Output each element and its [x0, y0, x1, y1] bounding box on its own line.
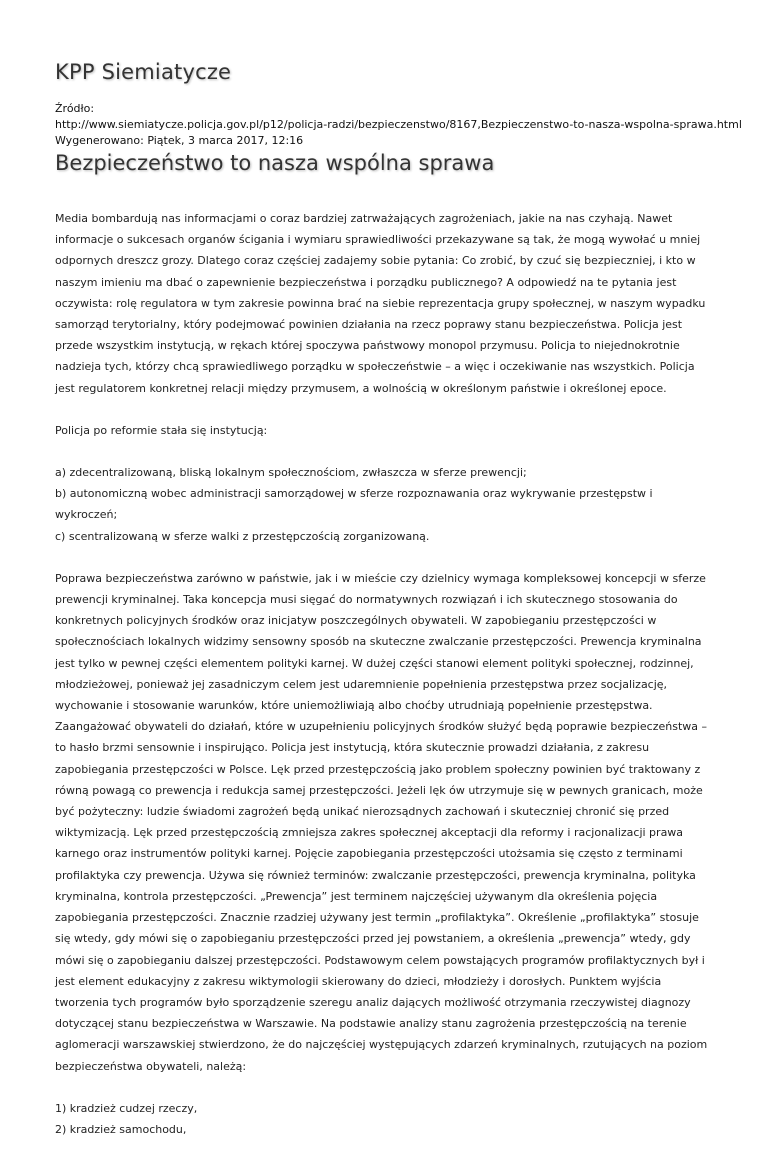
generated-timestamp: Wygenerowano: Piątek, 3 marca 2017, 12:16 [55, 134, 304, 147]
article-paragraph-2: Policja po reformie stała się instytucją: [55, 423, 268, 437]
source-label: Źródło: [55, 102, 95, 115]
reform-list [55, 462, 717, 547]
article-paragraph-3: Poprawa bezpieczeństwa zarówno w państwie, jak i w mieście czy dzielnicy wymaga kompleksowej koncepcji w sferze prewencji kryminalnej. Taka koncepcja musi sięgać do normatywnych rozwiązań i ich skutecznego stosowania do konkretnych policyjnych środków oraz inicjatyw poszczególnych obywateli. W zapobieganiu przestępczości w społecznościach lokalnych widzimy sensowny sposób na skuteczne zwalczanie przestępczości. Prewencja kryminalna jest tylko w pewnej części elementem polityki karnej. W dużej części stanowi element polityki społecznej, rodzinnej, młodzieżowej, ponieważ jej zasadniczym celem jest udaremnienie popełnienia przestępstwa przez socjalizację, wychowanie i stosowanie warunków, które uniemożliwiają albo choćby utrudniają popełnienie przestępstwa. Zaangażować obywateli do działań, które w uzupełnieniu policyjnych środków służyć będą poprawie bezpieczeństwa – to hasło brzmi sensownie i inspirująco. Policja jest instytucją, która skutecznie prowadzi działania, z zakresu zapobiegania przestępczości w Polsce. Lęk przed przestępczością jako problem społeczny powinien być traktowany z równą powagą co prewencja i redukcja samej przestępczości. Jeżeli lęk ów utrzymuje się w pewnych granicach, może być pożyteczny: ludzie świadomi zagrożeń będą unikać nierozsądnych zachowań i skuteczniej chronić się przed wiktymizacją. Lęk przed przestępczością zmniejsza zakres społecznej akceptacji dla reformy i racjonalizacji prawa karnego oraz instrumentów polityki karnej. Pojęcie zapobiegania przestępczości utożsamia się często z terminami profilaktyka czy prewencja. Używa się również terminów: zwalczanie przestępczości, prewencja kryminalna, polityka kryminalna, kontrola przestępczości. „Prewencja” jest terminem najczęściej używanym dla określenia pojęcia zapobiegania przestępczości. Znacznie rzadziej używany jest termin „profilaktyka”. Określenie „profilaktyka” stosuje się wtedy, gdy mówi się o zapobieganiu przestępczości przed jej powstaniem, a określenia „prewencja” wtedy, gdy mówi się o zapobieganiu dalszej przestępczości. Podstawowym celem powstających programów profilaktycznych był i jest element edukacyjny z zakresu wiktymologii skierowany do dzieci, młodzieży i dorosłych. Punktem wyjścia tworzenia tych programów było sporządzenie szeregu analiz dających możliwość otrzymania rzeczywistej diagnozy dotyczącej stanu bezpieczeństwa w Warszawie. Na podstawie analizy stanu zagrożenia przestępczością na terenie aglomeracji warszawskiej stwierdzono, że do najczęściej występujących zdarzeń kryminalnych, rzutujących na poziom bezpieczeństwa obywateli, należą: [55, 571, 708, 1073]
site-title: KPP Siemiatycze [55, 60, 232, 84]
list-item: 1) kradzież cudzej rzeczy, [55, 1101, 198, 1115]
article-body [55, 208, 717, 1161]
source-url[interactable]: http://www.siemiatycze.policja.gov.pl/p12/policja-radzi/bezpieczenstwo/8167,Bezpieczenstwo-to-nasza-wspolna-sprawa.html [55, 118, 742, 131]
list-item: 2) kradzież samochodu, [55, 1122, 187, 1136]
list-item: a) zdecentralizowaną, bliską lokalnym społecznościom, zwłaszcza w sferze prewencji; [55, 466, 527, 480]
list-item: b) autonomiczną wobec administracji samorządowej w sferze rozpoznawania oraz wykrywanie przestępstw i wykroczeń; [55, 487, 653, 522]
list-item: c) scentralizowaną w sferze walki z przestępczością zorganizowaną. [55, 529, 430, 543]
article-paragraph-1: Media bombardują nas informacjami o coraz bardziej zatrważających zagrożeniach, jakie na nas czyhają. Nawet informacje o sukcesach organów ścigania i wymiaru sprawiedliwości przekazywane są tak, że mogą wywołać u mniej odpornych dreszcz grozy. Dlatego coraz częściej zadajemy sobie pytania: Co zrobić, by czuć się bezpieczniej, i kto w naszym imieniu ma dbać o zapewnienie bezpieczeństwa i porządku publicznego? A odpowiedź na te pytania jest oczywista: rolę regulatora w tym zakresie powinna brać na siebie reprezentacja grupy społecznej, w naszym wypadku samorząd terytorialny, który podejmować powinien działania na rzecz poprawy stanu bezpieczeństwa. Policja jest przede wszystkim instytucją, w rękach której spoczywa państwowy monopol przymusu. Policja to niejednokrotnie nadzieja tych, którzy chcą sprawiedliwego porządku w społeczeństwie – a więc i oczekiwanie nas wszystkich. Policja jest regulatorem konkretnej relacji między przymusem, a wolnością w określonym państwie i określonej epoce. [55, 212, 706, 395]
crime-list [55, 1098, 717, 1140]
article-title: Bezpieczeństwo to nasza wspólna sprawa [55, 151, 495, 175]
source-info [55, 101, 742, 149]
